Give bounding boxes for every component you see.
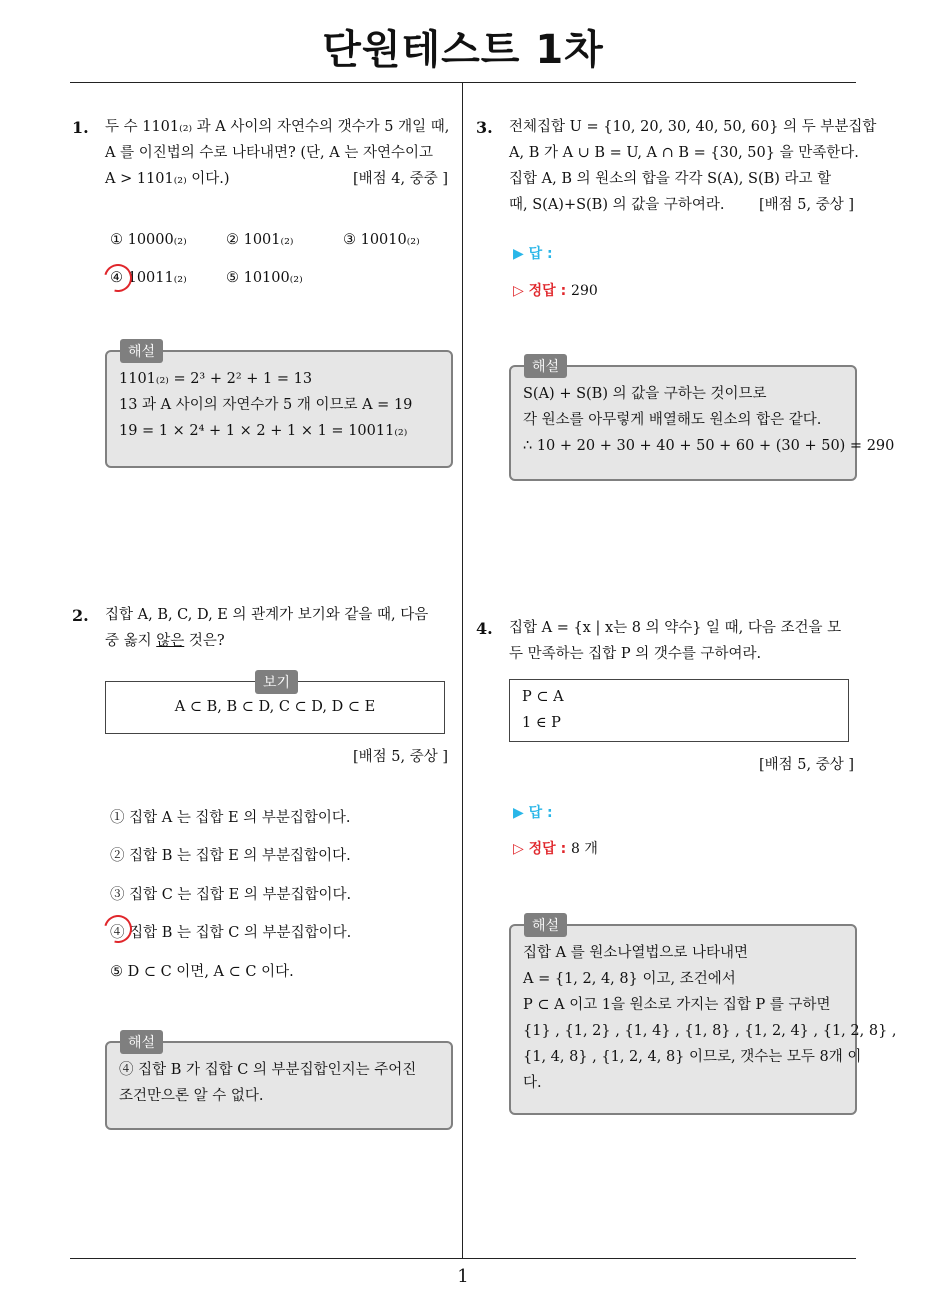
explanation-line: P ⊂ A 이고 1을 원소로 가지는 집합 P 를 구하면 <box>523 997 831 1013</box>
q1-choice-2[interactable]: ② 1001₍₂₎ <box>226 232 294 248</box>
header-rule <box>70 82 856 83</box>
q2-choice-4[interactable]: ④ 집합 B 는 집합 C 의 부분집합이다. <box>110 925 352 941</box>
question-3-line: 전체집합 U = {10, 20, 30, 40, 50, 60} 의 두 부분집합 <box>509 119 877 135</box>
q1-choice-5[interactable]: ⑤ 10100₍₂₎ <box>226 270 303 286</box>
explanation-line: 13 과 A 사이의 자연수가 5 개 이므로 A = 19 <box>119 397 413 413</box>
q2-choice-5[interactable]: ⑤ D ⊂ C 이면, A ⊂ C 이다. <box>110 964 294 980</box>
correct-answer-value: 8 개 <box>571 841 598 857</box>
condition-line: 1 ∈ P <box>522 715 561 731</box>
explanation-line: 19 = 1 × 2⁴ + 1 × 2 + 1 × 1 = 10011₍₂₎ <box>119 423 408 439</box>
explanation-line: 1101₍₂₎ = 2³ + 2² + 1 = 13 <box>119 371 313 387</box>
column-divider <box>462 82 463 1258</box>
question-1-line: A > 1101₍₂₎ 이다.) <box>105 171 230 187</box>
question-4-text <box>509 615 859 667</box>
question-3-line: 때, S(A)+S(B) 의 값을 구하여라. <box>509 197 725 213</box>
example-tag: 보기 <box>255 670 298 694</box>
answer-field[interactable]: ▶ 답 : <box>513 805 553 821</box>
answer-field[interactable]: ▶ 답 : <box>513 246 553 262</box>
explanation-line: 다. <box>523 1075 542 1091</box>
question-3-explanation <box>509 365 895 481</box>
condition-box <box>509 679 849 742</box>
correct-answer-label: ▷ 정답 : <box>513 841 567 857</box>
page-number: 1 <box>457 1266 469 1287</box>
question-2-explanation <box>105 1041 453 1130</box>
question-1-number: 1. <box>72 118 89 137</box>
question-2-line: 집합 A, B, C, D, E 의 관계가 보기와 같을 때, 다음 <box>105 607 429 623</box>
question-2-underlined: 않은 <box>156 633 185 649</box>
condition-line: P ⊂ A <box>522 689 564 705</box>
question-2-text <box>105 602 455 654</box>
question-4-explanation <box>509 924 897 1115</box>
question-3-score: [배점 5, 중상 ] <box>758 197 854 213</box>
explanation-line: A = {1, 2, 4, 8} 이고, 조건에서 <box>523 971 736 987</box>
explanation-line: 각 원소를 아무렇게 배열해도 원소의 합은 같다. <box>523 412 822 428</box>
question-2-score: [배점 5, 중상 ] <box>352 749 448 765</box>
question-4-score: [배점 5, 중상 ] <box>758 757 854 773</box>
explanation-tag: 해설 <box>120 1030 163 1054</box>
correct-answer-label: ▷ 정답 : <box>513 283 567 299</box>
q1-choice-4[interactable]: ④ 10011₍₂₎ <box>110 270 187 286</box>
question-2-text-pre: 중 옳지 <box>105 633 157 649</box>
question-3-number: 3. <box>476 118 493 137</box>
q2-choice-3[interactable]: ③ 집합 C 는 집합 E 의 부분집합이다. <box>110 887 352 903</box>
correct-answer-value: 290 <box>571 283 598 299</box>
question-3-line: A, B 가 A ∪ B = U, A ∩ B = {30, 50} 을 만족한다. <box>509 145 859 161</box>
explanation-line: ∴ 10 + 20 + 30 + 40 + 50 + 60 + (30 + 50) = 290 <box>523 438 895 454</box>
explanation-tag: 해설 <box>524 913 567 937</box>
correct-answer <box>513 838 598 858</box>
question-4-line: 두 만족하는 집합 P 의 갯수를 구하여라. <box>509 646 762 662</box>
question-1-explanation <box>105 350 453 468</box>
answer-mark-circle-icon <box>99 259 137 297</box>
q2-choice-1[interactable]: ① 집합 A 는 집합 E 의 부분집합이다. <box>110 810 351 826</box>
explanation-line: S(A) + S(B) 의 값을 구하는 것이므로 <box>523 386 767 402</box>
q1-choice-3[interactable]: ③ 10010₍₂₎ <box>343 232 420 248</box>
explanation-tag: 해설 <box>524 354 567 378</box>
q2-choice-2[interactable]: ② 집합 B 는 집합 E 의 부분집합이다. <box>110 848 351 864</box>
question-4-number: 4. <box>476 619 493 638</box>
question-3-line: 집합 A, B 의 원소의 합을 각각 S(A), S(B) 라고 할 <box>509 171 832 187</box>
page-title: 단원테스트 1차 <box>322 27 604 73</box>
explanation-line: {1} , {1, 2} , {1, 4} , {1, 8} , {1, 2, 4} , {1, 2, 8} , <box>523 1023 897 1039</box>
question-1-score: [배점 4, 중중 ] <box>352 171 448 187</box>
explanation-line: 집합 A 를 원소나열법으로 나타내면 <box>523 945 749 961</box>
answer-mark-circle-icon <box>99 910 137 948</box>
question-2-number: 2. <box>72 606 89 625</box>
example-box: A ⊂ B, B ⊂ D, C ⊂ D, D ⊂ E <box>105 681 445 734</box>
question-2-line <box>105 628 455 654</box>
question-4-line: 집합 A = {x | x는 8 의 약수} 일 때, 다음 조건을 모 <box>509 620 842 636</box>
explanation-line: {1, 4, 8} , {1, 2, 4, 8} 이므로, 갯수는 모두 8개 이 <box>523 1049 862 1065</box>
question-2-text-post: 것은? <box>184 633 225 649</box>
correct-answer <box>513 280 598 300</box>
explanation-tag: 해설 <box>120 339 163 363</box>
explanation-line: 조건만으론 알 수 없다. <box>119 1088 264 1104</box>
question-1-line: 두 수 1101₍₂₎ 과 A 사이의 자연수의 갯수가 5 개일 때, <box>105 119 450 135</box>
question-1-line: A 를 이진법의 수로 나타내면? (단, A 는 자연수이고 <box>105 145 433 161</box>
q1-choice-1[interactable]: ① 10000₍₂₎ <box>110 232 187 248</box>
footer-rule <box>70 1258 856 1259</box>
explanation-line: ④ 집합 B 가 집합 C 의 부분집합인지는 주어진 <box>119 1062 417 1078</box>
